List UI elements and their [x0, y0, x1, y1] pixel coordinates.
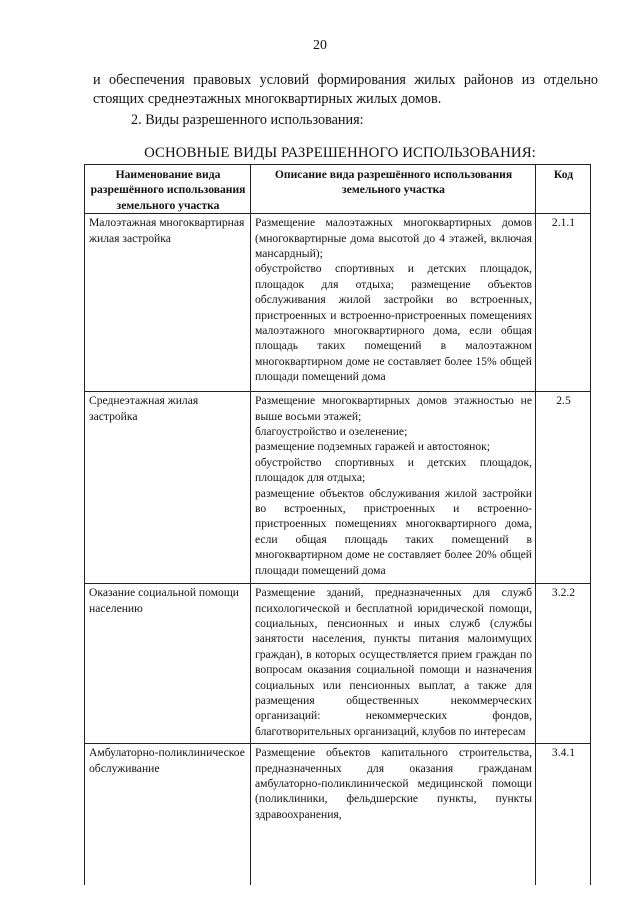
table-row — [85, 584, 591, 744]
row-name: Среднеэтажная жилая застройка — [85, 392, 251, 584]
row-name: Малоэтажная многоквартирная жилая застройка — [85, 214, 251, 392]
row-code: 3.2.2 — [536, 584, 591, 744]
row-description: Размещение малоэтажных многоквартирных домов (многоквартирные дома высотой до 4 этажей, включая мансардный); обустройство спортивных и детских площадок, площадок для отдыха; размещение объектов обслуживания жилой застройки во встроенных, пристроенных и встроенно-пристроенных помещениях малоэтажного многоквартирного дома, если общая площадь таких помещений в малоэтажном многоквартирном доме не составляет более 15% общей площади помещений дома — [251, 214, 536, 392]
table-header-row — [85, 165, 591, 214]
row-name: Оказание социальной помощи населению — [85, 584, 251, 744]
header-name: Наименование вида разрешённого использования земельного участка — [85, 165, 251, 214]
header-description: Описание вида разрешённого использования земельного участка — [251, 165, 536, 214]
intro-paragraph: и обеспечения правовых условий формирования жилых районов из отдельно стоящих среднеэтажных многоквартирных жилых домов. — [93, 72, 598, 107]
table-row — [85, 744, 591, 886]
table-title: ОСНОВНЫЕ ВИДЫ РАЗРЕШЕННОГО ИСПОЛЬЗОВАНИЯ: — [144, 145, 536, 161]
row-description: Размещение объектов капитального строительства, предназначенных для оказания гражданам амбулаторно-поликлинической медицинской помощи (поликлиники, фельдшерские пункты, пункты здравоохранения, — [251, 744, 536, 886]
row-name: Амбулаторно-поликлиническое обслуживание — [85, 744, 251, 886]
list-item-2: 2. Виды разрешенного использования: — [131, 112, 364, 128]
page-number: 20 — [313, 38, 327, 53]
row-code: 2.1.1 — [536, 214, 591, 392]
header-code: Код — [536, 165, 591, 214]
table-row — [85, 392, 591, 584]
row-description: Размещение зданий, предназначенных для служб психологической и бесплатной юридической помощи, социальных, пенсионных и иных служб (службы занятости населения, пункты питания малоимущих граждан), в которых осуществляется прием граждан по вопросам оказания социальной помощи и назначения социальных или пенсионных выплат, а также для размещения общественных некоммерческих организаций: некоммерческих фондов, благотворительных организаций, клубов по интересам — [251, 584, 536, 744]
row-description: Размещение многоквартирных домов этажностью не выше восьми этажей; благоустройство и озеленение; размещение подземных гаражей и автостоянок; обустройство спортивных и детских площадок, площадок для отдыха; размещение объектов обслуживания жилой застройки во встроенных, пристроенных и встроенно-пристроенных помещениях многоквартирного дома, если общая площадь таких помещений в многоквартирном доме не составляет более 20% общей площади помещений дома — [251, 392, 536, 584]
row-code: 2.5 — [536, 392, 591, 584]
table-row — [85, 214, 591, 392]
land-use-table — [84, 164, 591, 885]
row-code: 3.4.1 — [536, 744, 591, 886]
